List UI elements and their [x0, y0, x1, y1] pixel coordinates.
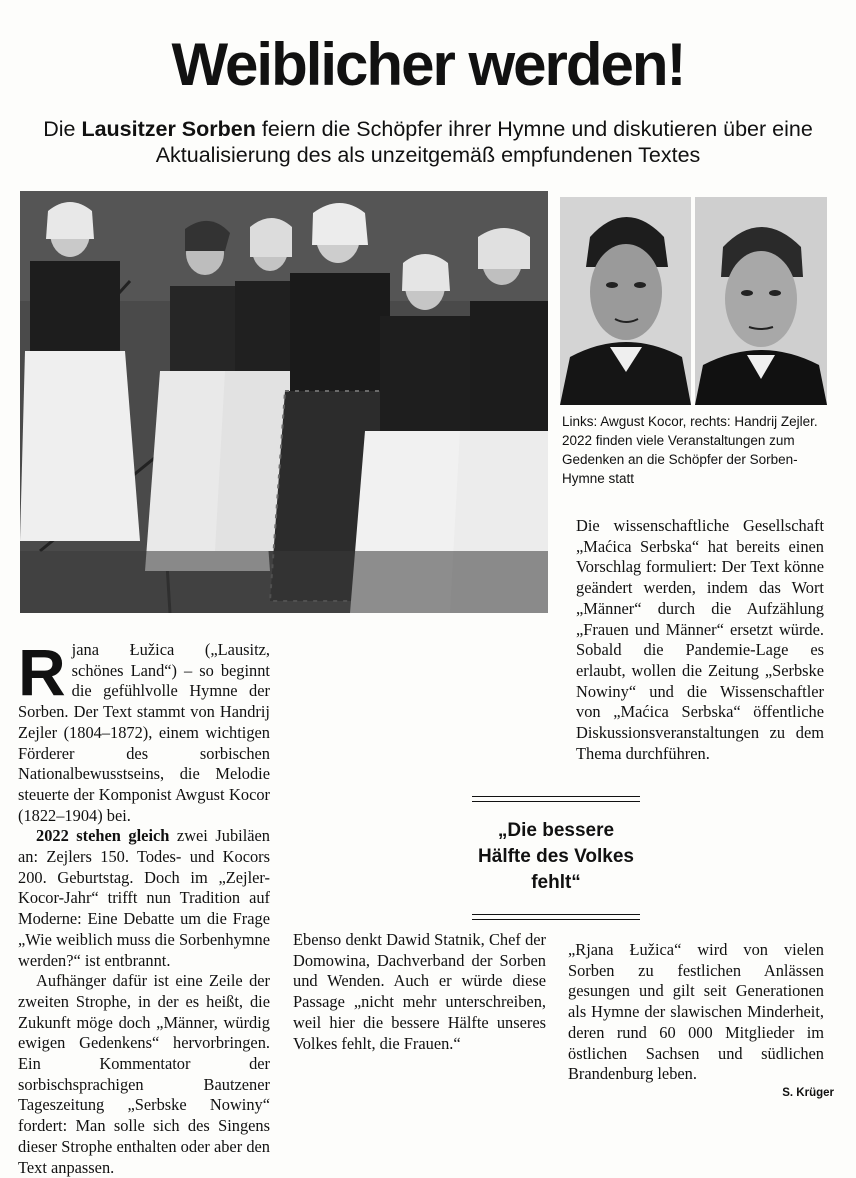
article-paragraph-5: Die wissenschaftliche Gesellschaft „Maćica Serbska“ hat bereits einen Vorschlag formuliert: Der Text könne geändert werden, indem das Wort „Männer“ durch die Aufzählung „Frauen und Männer“ ersetzt würde. Sobald die Pandemie-Lage es erlaubt, wollen die Zeitung „Serbske Nowiny“ und die Wissenschaftler von „Maćica Serbska“ öffentliche Diskussionsveranstaltungen zu dem Thema durchführen. — [576, 516, 824, 763]
photo-folklore-ensemble — [20, 191, 548, 613]
article-paragraph-6: „Rjana Łužica“ wird von vielen Sorben zu festlichen Anlässen gesungen und gilt seit Generationen als Hymne der slawischen Minderheit, deren rund 60 000 Mitglieder im östlichen Sachsen und südlichen Brandenburg leben. — [568, 940, 824, 1084]
author-credit: S. Krüger — [782, 1087, 834, 1099]
portrait-awgust-kocor — [560, 197, 691, 405]
pull-quote-text: „Die bessere Hälfte des Volkes fehlt“ — [478, 820, 634, 893]
article-paragraph-4: Ebenso denkt Dawid Statnik, Chef der Domowina, Dachverband der Sorben und Wenden. Auch er würde diese Passage „nicht mehr unterschreiben, weil hier die bessere Hälfte unseres Volkes fehlt, die Frauen.“ — [293, 930, 546, 1053]
article-paragraph-2-lead: 2022 stehen gleich — [36, 826, 170, 846]
article-paragraph-1-text: jana Łužica („Lausitz, schönes Land“) – so beginnt die gefühlvolle Hymne der Sorben. Der Text stammt von Handrij Zejler (1804–1872), einem wichtigen Förderer des sorbischen Nationalbewusstseins, die Melodie steuerte der Komponist Awgust Kocor (1822–1904) bei. — [18, 640, 270, 825]
article-paragraph-1 — [18, 635, 270, 826]
portrait-handrij-zejler — [695, 197, 827, 405]
article-column-3-lower — [568, 940, 824, 1085]
pull-quote-rule-bottom — [472, 914, 640, 920]
article-paragraph-3: Aufhänger dafür ist eine Zeile der zweiten Strophe, in der es heißt, die Zukunft möge doch „Männer, würdig ewigen Gedenkens“ hervorbringen. Ein Kommentator der sorbischsprachigen Bautzener Tageszeitung „Serbske Nowiny“ fordert: Man solle sich des Singens dieser Strophe enthalten oder aber den Text anpassen. — [18, 971, 270, 1177]
article-column-3 — [576, 516, 824, 764]
pull-quote — [472, 796, 640, 922]
subhead-bold: Lausitzer Sorben — [81, 117, 256, 141]
article-column-1 — [18, 635, 270, 1178]
pull-quote-rule-top — [472, 796, 640, 802]
subhead — [40, 116, 816, 168]
headline: Weiblicher werden! — [171, 31, 685, 98]
article-paragraph-2-text: zwei Jubiläen an: Zejlers 150. Todes- und Kocors 200. Geburtstag. Doch im „Zejler-Kocor-Jahr“ trifft nun Tradition auf Moderne: Eine Debatte um die Frage „Wie weiblich muss die Sorbenhymne werden?“ ist entbrannt. — [18, 826, 270, 970]
photo-caption-right: Links: Awgust Kocor, rechts: Handrij Zejler. 2022 finden viele Veranstaltungen zum Gedenken an die Schöpfer der Sorben-Hymne statt — [562, 414, 818, 486]
subhead-pre: Die — [43, 117, 82, 141]
drop-cap: R — [18, 635, 66, 709]
subhead-post: feiern die Schöpfer ihrer Hymne und diskutieren über eine Aktualisierung des als unzeitgemäß empfundenen Textes — [155, 117, 813, 167]
article-paragraph-2 — [18, 826, 270, 971]
